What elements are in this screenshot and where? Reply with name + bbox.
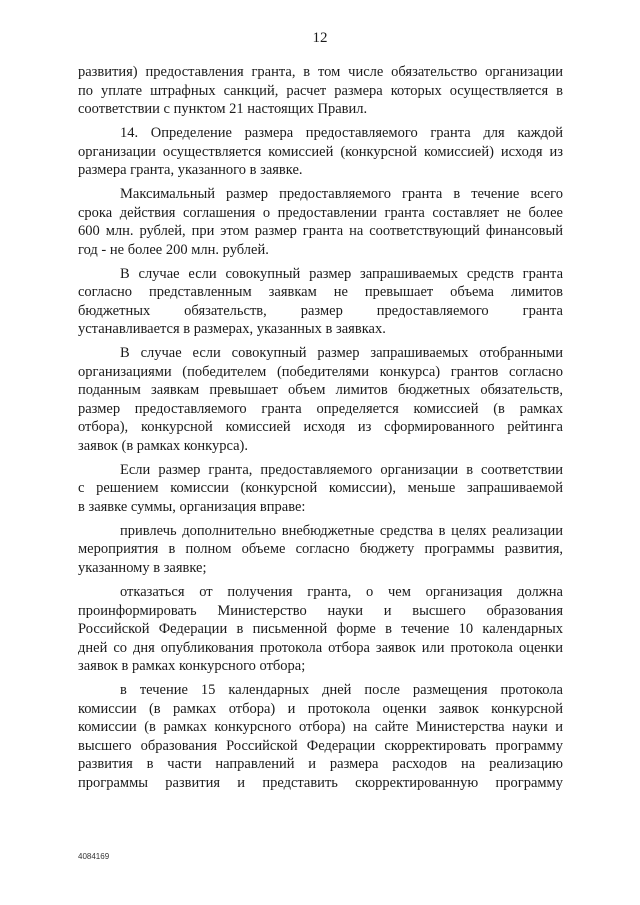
paragraph — [78, 461, 563, 517]
paragraph — [78, 124, 563, 180]
text-line: проинформировать Министерство науки и высшего образования — [78, 602, 563, 619]
text-line: организации осуществляется комиссией (конкурсной комиссией) исходя из — [78, 143, 563, 160]
text-line: развития) предоставления гранта, в том числе обязательство организации — [78, 64, 563, 80]
text-line: соответствии с пунктом 21 настоящих Правил. — [78, 101, 368, 118]
text-line: Российской Федерации в письменной форме в течение 10 календарных — [78, 621, 563, 638]
text-line: развития в части направлений и размера расходов на реализацию — [78, 756, 563, 773]
text-line: отбора), конкурсной комиссией исходя из сформированного рейтинга — [78, 419, 563, 436]
text-line: дней со дня опубликования протокола отбора заявок или протокола оценки — [78, 639, 563, 656]
text-line: Максимальный размер предоставляемого гранта в течение всего — [120, 186, 563, 203]
page-number: 12 — [312, 30, 328, 46]
document-body — [78, 63, 563, 798]
paragraph — [78, 265, 563, 339]
text-line: размер предоставляемого гранта определяется комиссией (в рамках — [78, 400, 563, 417]
text-line: по уплате штрафных санкций, расчет размера которых осуществляется в — [78, 82, 563, 99]
text-line: устанавливается в размерах, указанных в заявках. — [78, 321, 386, 338]
paragraph — [78, 63, 563, 119]
text-line: организациями (победителем (победителями конкурса) грантов согласно — [78, 363, 563, 380]
text-line: бюджетных обязательств, размер предоставляемого гранта — [78, 302, 563, 319]
text-line: заявок в рамках конкурсного отбора; — [78, 658, 306, 675]
paragraph — [78, 681, 563, 792]
paragraph — [78, 522, 563, 578]
text-line: 600 млн. рублей, при этом размер гранта на соответствующий финансовый — [78, 223, 563, 240]
text-line: 14. Определение размера предоставляемого гранта для каждой — [120, 125, 563, 142]
text-line: Если размер гранта, предоставляемого организации в соответствии — [120, 461, 563, 478]
text-line: поданным заявкам превышает объем лимитов бюджетных обязательств, — [78, 382, 563, 399]
text-line: заявок (в рамках конкурса). — [78, 437, 248, 454]
text-line: срока действия соглашения о предоставлении гранта составляет не более — [78, 204, 563, 221]
text-line: указанному в заявке; — [78, 560, 207, 577]
text-line: размера гранта, указанного в заявке. — [78, 162, 303, 179]
document-code: 4084169 — [78, 852, 110, 861]
text-line: согласно представленным заявкам не превышает объема лимитов — [78, 284, 563, 301]
text-line: отказаться от получения гранта, о чем организация должна — [120, 583, 563, 600]
text-line: привлечь дополнительно внебюджетные средства в целях реализации — [120, 522, 563, 539]
text-line: в течение 15 календарных дней после размещения протокола — [120, 682, 563, 699]
text-line: в заявке суммы, организация вправе: — [78, 498, 306, 515]
text-line: В случае если совокупный размер запрашиваемых отобранными — [120, 345, 563, 362]
text-line: комиссии (в рамках конкурсного отбора) на сайте Министерства науки и — [78, 719, 563, 736]
text-line: программы развития и представить скорректированную программу — [78, 774, 563, 791]
paragraph — [78, 185, 563, 259]
text-line: В случае если совокупный размер запрашиваемых средств гранта — [120, 265, 563, 282]
text-line: год - не более 200 млн. рублей. — [78, 241, 269, 258]
paragraph — [78, 344, 563, 455]
text-line: высшего образования Российской Федерации скорректировать программу — [78, 737, 563, 754]
text-line: комиссии (в рамках отбора) и протокола оценки заявок конкурсной — [78, 700, 563, 717]
text-line: с решением комиссии (конкурсной комиссии), меньше запрашиваемой — [78, 480, 563, 497]
paragraph — [78, 583, 563, 676]
text-line: мероприятия в полном объеме согласно бюджету программы развития, — [78, 541, 563, 558]
